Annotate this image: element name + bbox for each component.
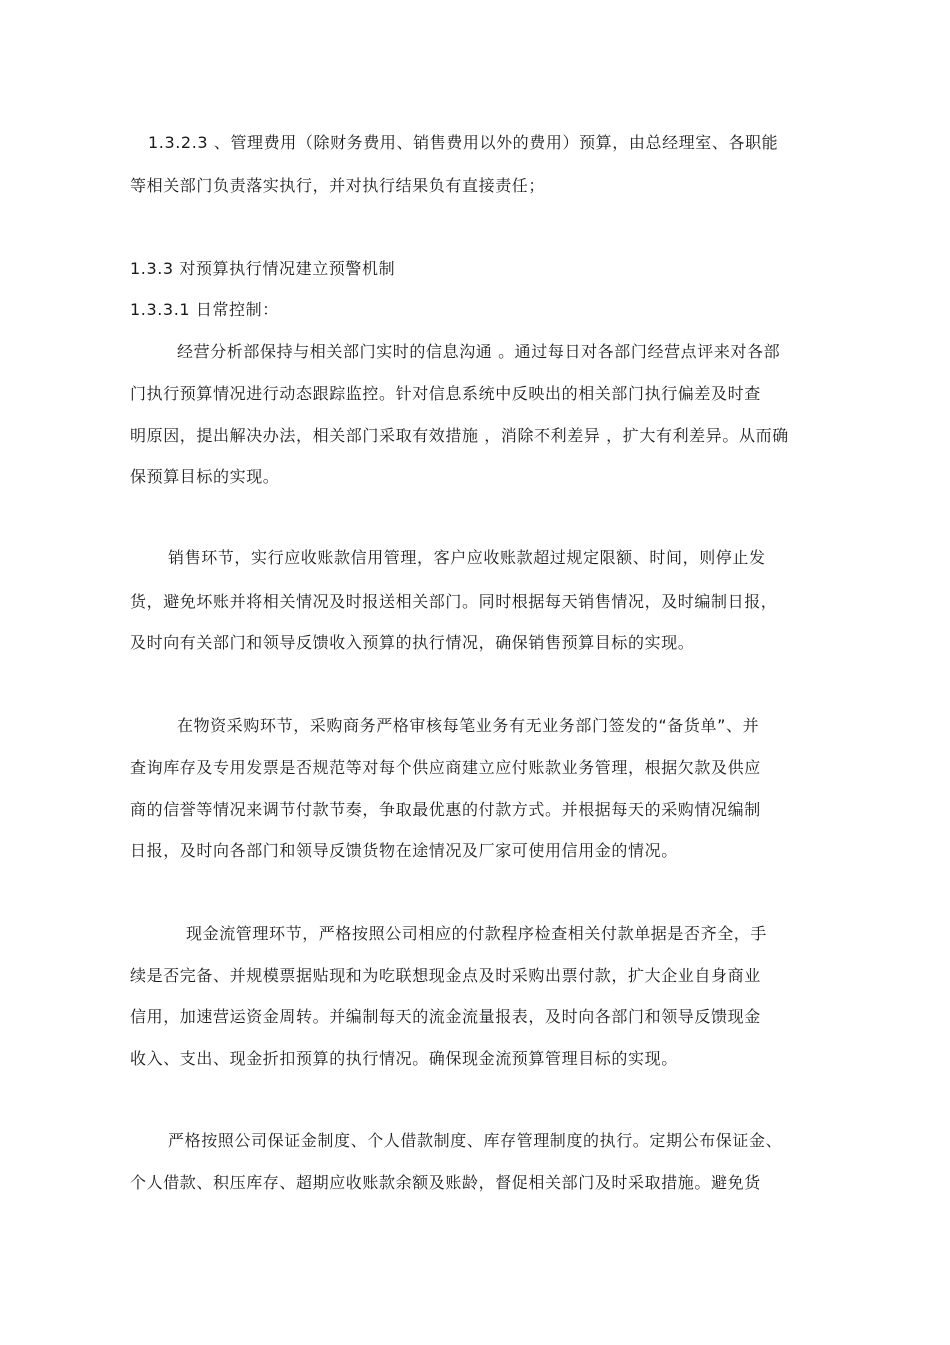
deposit-paragraph-line-1: 严格按照公司保证金制度、个人借款制度、库存管理制度的执行。定期公布保证金、 bbox=[168, 1131, 783, 1150]
purchase-paragraph-line-4: 日报，及时向各部门和领导反馈货物在途情况及厂家可使用信用金的情况。 bbox=[130, 841, 678, 860]
analysis-paragraph-line-4: 保预算目标的实现。 bbox=[130, 467, 280, 486]
sales-paragraph-line-2: 货，避免坏账并将相关情况及时报送相关部门。同时根据每天销售情况，及时编制日报， bbox=[130, 592, 778, 611]
sales-paragraph-line-1: 销售环节，实行应收账款信用管理，客户应收账款超过规定限额、时间，则停止发 bbox=[168, 548, 766, 567]
analysis-paragraph-line-3: 明原因，提出解决办法，相关部门采取有效措施 ，消除不利差异 ，扩大有利差异。从而确 bbox=[130, 426, 789, 445]
sales-paragraph-line-3: 及时向有关部门和领导反馈收入预算的执行情况，确保销售预算目标的实现。 bbox=[130, 633, 695, 652]
deposit-paragraph-line-2: 个人借款、积压库存、超期应收账款余额及账龄，督促相关部门及时采取措施。避免货 bbox=[130, 1173, 761, 1192]
cash-paragraph-line-1: 现金流管理环节，严格按照公司相应的付款程序检查相关付款单据是否齐全，手 bbox=[186, 924, 768, 943]
cash-paragraph-line-2: 续是否完备、并规模票据贴现和为吃联想现金点及时采购出票付款，扩大企业自身商业 bbox=[130, 966, 761, 985]
purchase-paragraph-line-3: 商的信誉等情况来调节付款节奏，争取最优惠的付款方式。并根据每天的采购情况编制 bbox=[130, 800, 761, 819]
purchase-paragraph-line-1: 在物资采购环节，采购商务严格审核每笔业务有无业务部门签发的“备货单”、并 bbox=[177, 716, 760, 735]
heading-1-3-3-1: 1.3.3.1 日常控制： bbox=[130, 300, 279, 319]
analysis-paragraph-line-2: 门执行预算情况进行动态跟踪监控。针对信息系统中反映出的相关部门执行偏差及时查 bbox=[130, 384, 761, 403]
section-1323-line-1: 1.3.2.3 、管理费用（除财务费用、销售费用以外的费用）预算，由总经理室、各职能 bbox=[148, 133, 779, 152]
heading-1-3-3: 1.3.3 对预算执行情况建立预警机制 bbox=[130, 259, 396, 278]
cash-paragraph-line-3: 信用，加速营运资金周转。并编制每天的流金流量报表，及时向各部门和领导反馈现金 bbox=[130, 1007, 761, 1026]
analysis-paragraph-line-1: 经营分析部保持与相关部门实时的信息沟通 。通过每日对各部门经营点评来对各部 bbox=[177, 342, 781, 361]
cash-paragraph-line-4: 收入、支出、现金折扣预算的执行情况。确保现金流预算管理目标的实现。 bbox=[130, 1049, 678, 1068]
purchase-paragraph-line-2: 查询库存及专用发票是否规范等对每个供应商建立应付账款业务管理，根据欠款及供应 bbox=[130, 758, 761, 777]
section-1323-line-2: 等相关部门负责落实执行，并对执行结果负有直接责任； bbox=[130, 176, 546, 195]
